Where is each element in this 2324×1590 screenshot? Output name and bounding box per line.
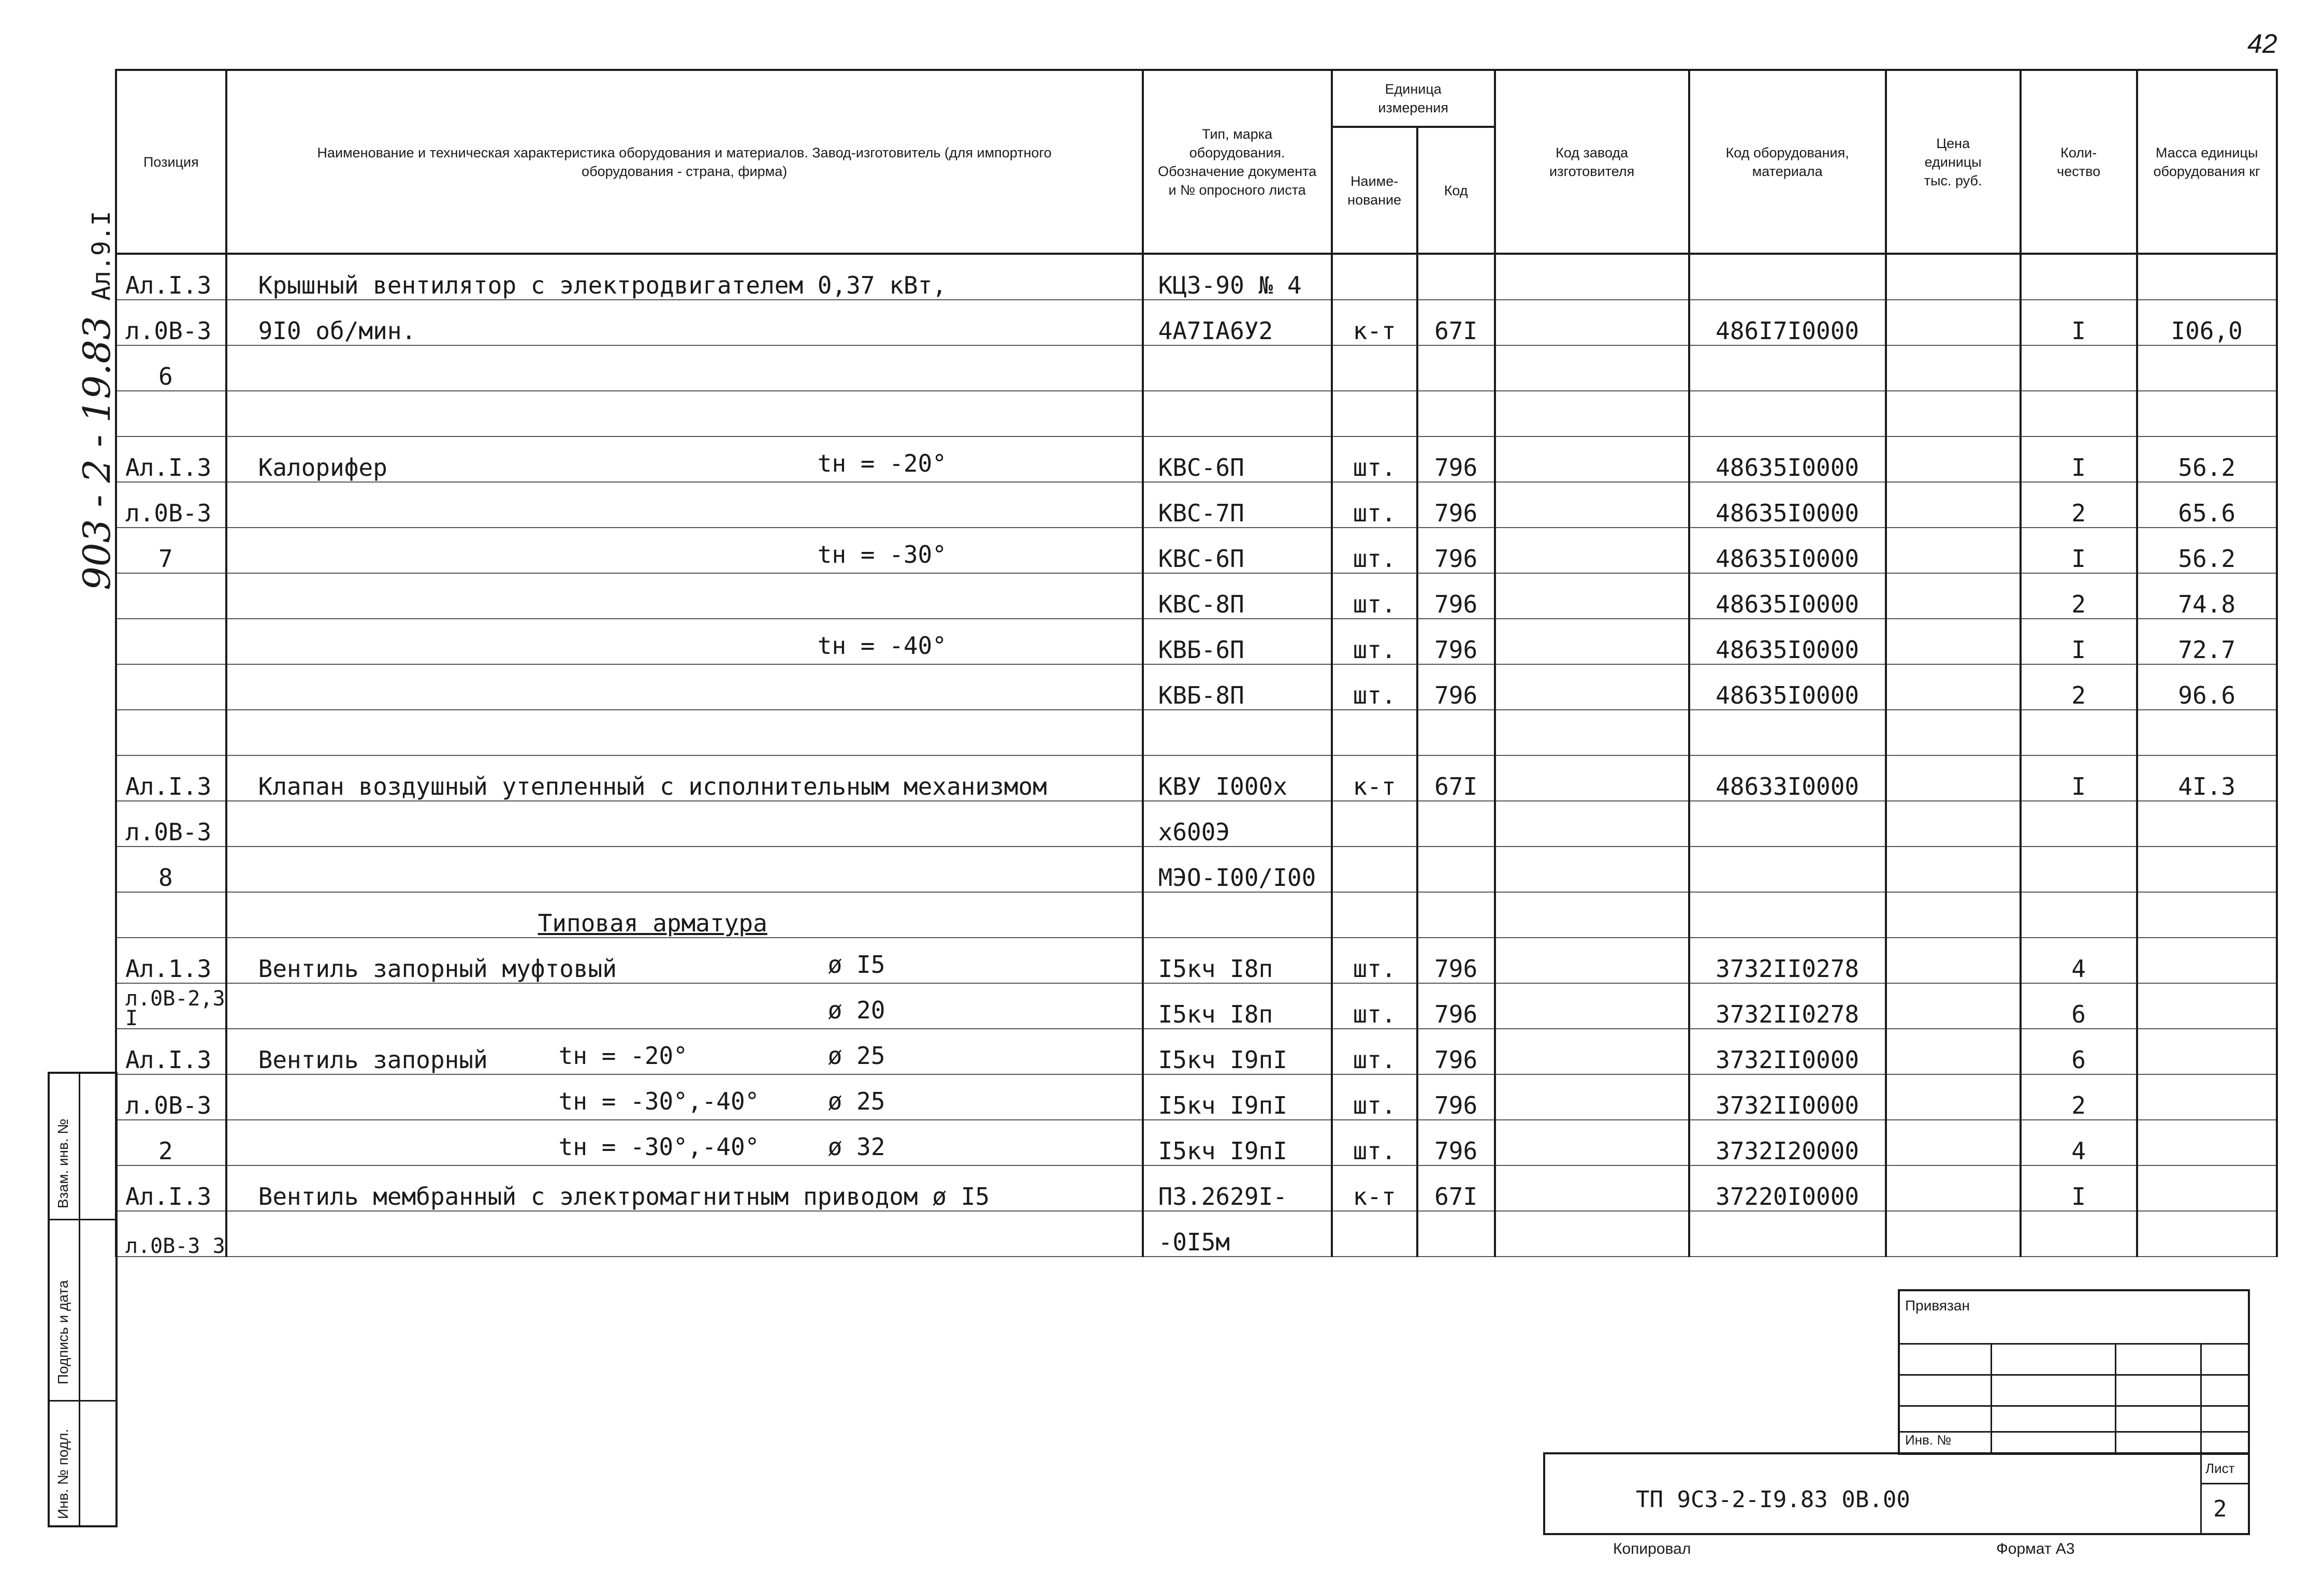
- cell-type: КВС-7П: [1143, 482, 1332, 528]
- item-name: Вентиль запорный муфтовый: [258, 955, 617, 983]
- header-name: Наименование и техническая характеристика оборудования и материалов. Завод-изготовитель (для импортного оборудования - страна, фирма): [226, 70, 1143, 254]
- cell-factory-code: [1495, 436, 1689, 482]
- cell-code: 796: [1417, 938, 1495, 983]
- cell-price: [1886, 254, 2021, 300]
- item-name: Вентиль запорный: [258, 1046, 488, 1074]
- cell-position: Ал.I.3: [116, 1165, 226, 1211]
- cell-code: 796: [1417, 482, 1495, 528]
- cell-quantity: [2021, 345, 2137, 391]
- cell-type: I5кч I9пI: [1143, 1074, 1332, 1120]
- cell-code: 796: [1417, 573, 1495, 619]
- cell-unit: шт.: [1332, 482, 1417, 528]
- side-document-code: [75, 211, 119, 590]
- cell-code: 796: [1417, 1120, 1495, 1165]
- cell-price: [1886, 573, 2021, 619]
- cell-type: МЭО-I00/I00: [1143, 847, 1332, 892]
- document-code: ТП 9С3-2-I9.83 0В.00: [1636, 1486, 1910, 1513]
- cell-unit: [1332, 345, 1417, 391]
- cell-quantity: 6: [2021, 1029, 2137, 1074]
- temperature: tн = -20°: [558, 1042, 688, 1070]
- left-margin-stamp: [48, 1072, 118, 1527]
- cell-position: Ал.I.3: [116, 254, 226, 300]
- diameter: ø 25: [827, 1042, 885, 1070]
- cell-type: х600Э: [1143, 801, 1332, 847]
- header-mass: Масса единицы оборудования кг: [2137, 70, 2277, 254]
- cell-name: Клапан воздушный утепленный с исполнительным механизмом: [226, 755, 1143, 801]
- page-number: 42: [2247, 29, 2277, 59]
- cell-mass: [2137, 254, 2277, 300]
- cell-quantity: I: [2021, 436, 2137, 482]
- label-copied: Копировал: [1613, 1540, 1691, 1557]
- table-row: [116, 664, 2277, 710]
- diameter: ø 20: [827, 996, 885, 1024]
- cell-quantity: I: [2021, 619, 2137, 664]
- cell-price: [1886, 528, 2021, 573]
- label-vzam: Взам. инв. №: [55, 1118, 71, 1208]
- cell-equipment-code: 3732II0000: [1689, 1074, 1886, 1120]
- cell-code: [1417, 345, 1495, 391]
- temperature: tн = -40°: [817, 632, 947, 660]
- cell-quantity: 2: [2021, 664, 2137, 710]
- cell-unit: шт.: [1332, 1120, 1417, 1165]
- cell-position: [116, 664, 226, 710]
- cell-position: 8: [116, 847, 226, 892]
- cell-position: л.0В-3: [116, 1074, 226, 1120]
- cell-type: КВБ-8П: [1143, 664, 1332, 710]
- cell-code: 796: [1417, 528, 1495, 573]
- cell-type: I5кч I8п: [1143, 938, 1332, 983]
- cell-price: [1886, 755, 2021, 801]
- cell-position: л.0В-3: [116, 801, 226, 847]
- cell-factory-code: [1495, 254, 1689, 300]
- cell-equipment-code: 48635I0000: [1689, 436, 1886, 482]
- cell-equipment-code: 48635I0000: [1689, 619, 1886, 664]
- cell-type: I5кч I9пI: [1143, 1029, 1332, 1074]
- cell-mass: I06,0: [2137, 300, 2277, 345]
- label-inv-podl: Инв. № подл.: [55, 1428, 71, 1519]
- cell-mass: 74.8: [2137, 573, 2277, 619]
- cell-quantity: I: [2021, 528, 2137, 573]
- table-row: [116, 983, 2277, 1029]
- cell-equipment-code: 3732I20000: [1689, 1120, 1886, 1165]
- table-row: [116, 1165, 2277, 1211]
- sheet-number: 2: [2213, 1496, 2227, 1522]
- cell-quantity: 6: [2021, 983, 2137, 1029]
- cell-type: I5кч I9пI: [1143, 1120, 1332, 1165]
- cell-position: 6: [116, 345, 226, 391]
- cell-code: 796: [1417, 664, 1495, 710]
- cell-factory-code: [1495, 573, 1689, 619]
- label-inv-no: Инв. №: [1905, 1432, 1952, 1448]
- table-row: [116, 847, 2277, 892]
- cell-unit: шт.: [1332, 436, 1417, 482]
- item-name: Калорифер: [258, 454, 387, 482]
- cell-mass: [2137, 345, 2277, 391]
- cell-equipment-code: 48633I0000: [1689, 755, 1886, 801]
- header-equipment-code: Код оборудования, материала: [1689, 70, 1886, 254]
- table-row: [116, 345, 2277, 391]
- cell-price: [1886, 436, 2021, 482]
- cell-name: [226, 1029, 1143, 1074]
- table-row: [116, 755, 2277, 801]
- cell-equipment-code: [1689, 345, 1886, 391]
- cell-unit: шт.: [1332, 664, 1417, 710]
- temperature: tн = -30°,-40°: [558, 1133, 760, 1161]
- cell-name: [226, 983, 1143, 1029]
- table-row: [116, 938, 2277, 983]
- header-price: Цена единицы тыс. руб.: [1886, 70, 2021, 254]
- side-code: 903 - 2 - 19.83: [75, 316, 119, 590]
- stamp-title-block: [1543, 1452, 2250, 1535]
- cell-mass: 72.7: [2137, 619, 2277, 664]
- cell-quantity: I: [2021, 1165, 2137, 1211]
- cell-type: [1143, 345, 1332, 391]
- cell-name: Крышный вентилятор с электродвигателем 0,37 кВт,: [226, 254, 1143, 300]
- temperature: tн = -20°: [817, 449, 947, 477]
- cell-name: [226, 619, 1143, 664]
- table-row: [116, 619, 2277, 664]
- cell-name: [226, 938, 1143, 983]
- cell-factory-code: [1495, 619, 1689, 664]
- diameter: ø I5: [827, 951, 885, 979]
- cell-code: 67I: [1417, 300, 1495, 345]
- cell-name: [226, 482, 1143, 528]
- cell-unit: шт.: [1332, 1074, 1417, 1120]
- cell-code: 796: [1417, 983, 1495, 1029]
- cell-name: [226, 1120, 1143, 1165]
- cell-mass: 65.6: [2137, 482, 2277, 528]
- diameter: ø 25: [827, 1087, 885, 1115]
- cell-factory-code: [1495, 755, 1689, 801]
- table-row: [116, 801, 2277, 847]
- cell-unit: шт.: [1332, 573, 1417, 619]
- cell-factory-code: [1495, 664, 1689, 710]
- cell-equipment-code: 37220I0000: [1689, 1165, 1886, 1211]
- cell-unit: шт.: [1332, 938, 1417, 983]
- cell-position: [116, 573, 226, 619]
- cell-quantity: 2: [2021, 573, 2137, 619]
- table-row: [116, 254, 2277, 300]
- cell-type: КВС-6П: [1143, 528, 1332, 573]
- cell-code: 796: [1417, 1074, 1495, 1120]
- cell-unit: [1332, 254, 1417, 300]
- cell-type: КВУ I000х: [1143, 755, 1332, 801]
- cell-code: 67I: [1417, 755, 1495, 801]
- stamp-privyazan: [1898, 1289, 2250, 1455]
- cell-position: л.0В-3: [116, 482, 226, 528]
- table-row: [116, 573, 2277, 619]
- label-format: Формат А3: [1996, 1540, 2075, 1557]
- table-row: [116, 710, 2277, 755]
- cell-type: I5кч I8п: [1143, 983, 1332, 1029]
- cell-code: 796: [1417, 619, 1495, 664]
- cell-mass: 96.6: [2137, 664, 2277, 710]
- cell-name: [226, 1074, 1143, 1120]
- table-row: [116, 528, 2277, 573]
- cell-type: ПЗ.2629I-: [1143, 1165, 1332, 1211]
- cell-mass: 4I.3: [2137, 755, 2277, 801]
- cell-mass: 56.2: [2137, 528, 2277, 573]
- cell-factory-code: [1495, 528, 1689, 573]
- cell-position: л.0В-3 3: [116, 1211, 226, 1257]
- cell-unit: шт.: [1332, 983, 1417, 1029]
- header-unit-code: Код: [1417, 127, 1495, 254]
- cell-position: Ал.I.3: [116, 755, 226, 801]
- cell-name: [226, 528, 1143, 573]
- cell-equipment-code: 3732II0278: [1689, 983, 1886, 1029]
- header-quantity: Коли-чество: [2021, 70, 2137, 254]
- cell-price: [1886, 345, 2021, 391]
- cell-code: [1417, 254, 1495, 300]
- cell-quantity: I: [2021, 300, 2137, 345]
- cell-mass: 56.2: [2137, 436, 2277, 482]
- cell-quantity: [2021, 254, 2137, 300]
- temperature: tн = -30°,-40°: [558, 1087, 760, 1115]
- cell-unit: к-т: [1332, 1165, 1417, 1211]
- cell-position: Ал.1.3: [116, 938, 226, 983]
- cell-price: [1886, 664, 2021, 710]
- cell-equipment-code: [1689, 254, 1886, 300]
- cell-equipment-code: 48635I0000: [1689, 482, 1886, 528]
- cell-name: 9I0 об/мин.: [226, 300, 1143, 345]
- cell-type: -0I5м: [1143, 1211, 1332, 1257]
- table-row: [116, 391, 2277, 436]
- cell-position: Ал.I.3: [116, 436, 226, 482]
- cell-code: 796: [1417, 1029, 1495, 1074]
- cell-unit: к-т: [1332, 300, 1417, 345]
- cell-quantity: 2: [2021, 1074, 2137, 1120]
- label-list: Лист: [2205, 1461, 2235, 1476]
- specification-table: [115, 69, 2278, 1257]
- cell-unit: шт.: [1332, 528, 1417, 573]
- table-row: [116, 300, 2277, 345]
- cell-unit: к-т: [1332, 755, 1417, 801]
- cell-price: [1886, 482, 2021, 528]
- cell-quantity: 4: [2021, 938, 2137, 983]
- side-album: Ал.9.I: [87, 211, 116, 301]
- header-unit: Единица измерения: [1332, 70, 1495, 127]
- cell-position: л.0В-2,3 I: [116, 983, 226, 1029]
- cell-type: КВС-6П: [1143, 436, 1332, 482]
- cell-name: Вентиль мембранный с электромагнитным приводом ø I5: [226, 1165, 1143, 1211]
- cell-name: [226, 847, 1143, 892]
- cell-quantity: I: [2021, 755, 2137, 801]
- cell-code: 796: [1417, 436, 1495, 482]
- cell-type: КВБ-6П: [1143, 619, 1332, 664]
- table-row: [116, 1120, 2277, 1165]
- cell-unit: шт.: [1332, 1029, 1417, 1074]
- section-row: [116, 892, 2277, 938]
- cell-equipment-code: 3732II0000: [1689, 1029, 1886, 1074]
- cell-factory-code: [1495, 482, 1689, 528]
- header-position: Позиция: [116, 70, 226, 254]
- cell-price: [1886, 619, 2021, 664]
- cell-type: 4А7IА6У2: [1143, 300, 1332, 345]
- diameter: ø 32: [827, 1133, 885, 1161]
- label-privyazan: Привязан: [1905, 1297, 1970, 1314]
- cell-name: [226, 436, 1143, 482]
- section-title: Типовая арматура: [226, 892, 1143, 938]
- cell-equipment-code: 3732II0278: [1689, 938, 1886, 983]
- cell-unit: шт.: [1332, 619, 1417, 664]
- cell-position: 7: [116, 528, 226, 573]
- cell-equipment-code: 48635I0000: [1689, 528, 1886, 573]
- cell-quantity: 4: [2021, 1120, 2137, 1165]
- cell-equipment-code: 48635I0000: [1689, 664, 1886, 710]
- cell-quantity: 2: [2021, 482, 2137, 528]
- cell-price: [1886, 300, 2021, 345]
- cell-factory-code: [1495, 300, 1689, 345]
- cell-name: [226, 573, 1143, 619]
- table-row: [116, 1074, 2277, 1120]
- cell-position: [116, 619, 226, 664]
- table-row: [116, 436, 2277, 482]
- table-row: [116, 1029, 2277, 1074]
- table-row: [116, 482, 2277, 528]
- cell-name: [226, 664, 1143, 710]
- temperature: tн = -30°: [817, 541, 947, 568]
- header-factory-code: Код завода изготовителя: [1495, 70, 1689, 254]
- cell-equipment-code: 486I7I0000: [1689, 300, 1886, 345]
- cell-equipment-code: 48635I0000: [1689, 573, 1886, 619]
- header-unit-name: Наиме-нование: [1332, 127, 1417, 254]
- cell-factory-code: [1495, 345, 1689, 391]
- label-podpis: Подпись и дата: [55, 1280, 71, 1384]
- cell-type: КЦЗ-90 № 4: [1143, 254, 1332, 300]
- cell-name: [226, 801, 1143, 847]
- header-type: Тип, марка оборудования. Обозначение документа и № опросного листа: [1143, 70, 1332, 254]
- table-row: [116, 1211, 2277, 1257]
- cell-position: л.0В-3: [116, 300, 226, 345]
- cell-name: [226, 345, 1143, 391]
- cell-position: Ал.I.3: [116, 1029, 226, 1074]
- cell-code: 67I: [1417, 1165, 1495, 1211]
- cell-type: КВС-8П: [1143, 573, 1332, 619]
- cell-position: 2: [116, 1120, 226, 1165]
